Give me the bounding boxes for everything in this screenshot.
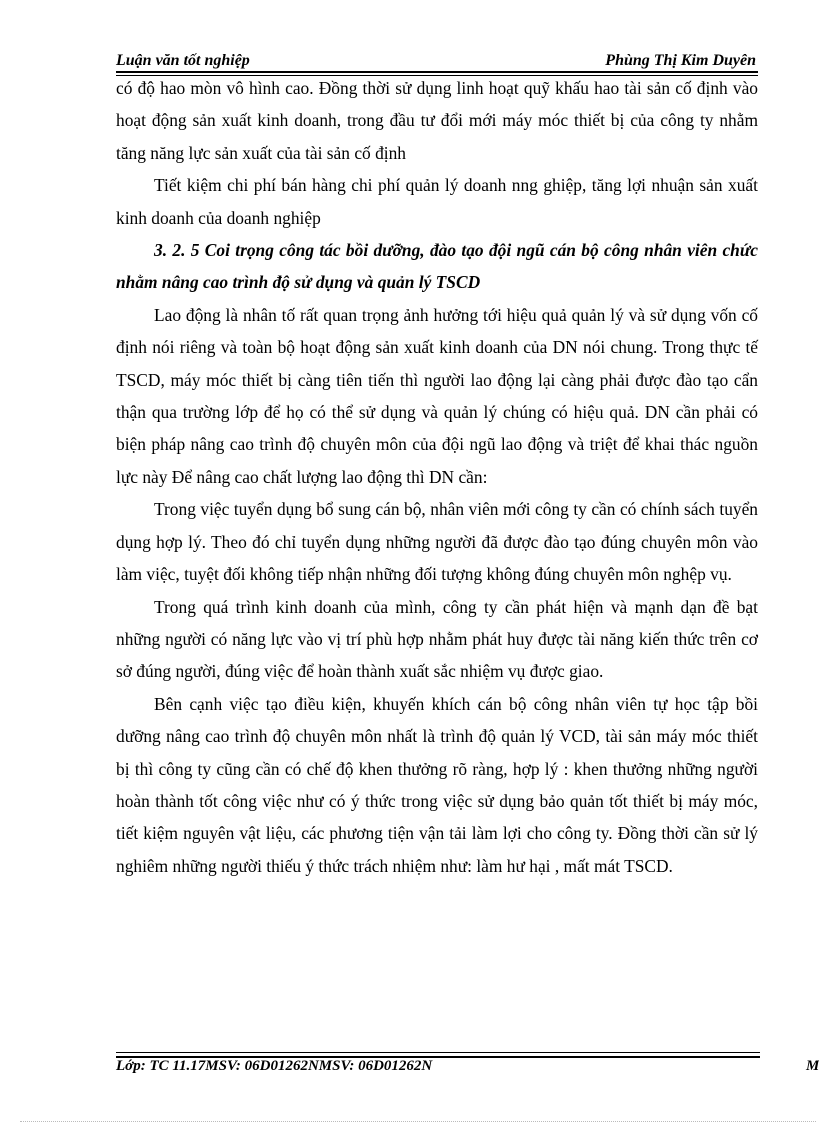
page-header bbox=[116, 48, 756, 70]
footer-rule-thin bbox=[116, 1052, 760, 1053]
section-heading-3-2-5: 3. 2. 5 Coi trọng công tác bồi dưỡng, đào tạo đội ngũ cán bộ công nhân viên chức nhằm nâng cao trình độ sử dụng và quản lý TSCD bbox=[116, 240, 758, 293]
page-bottom-dotted-line bbox=[20, 1121, 816, 1122]
paragraph-labor: Lao động là nhân tố rất quan trọng ảnh hưởng tới hiệu quả quản lý và sử dụng vốn cố định nói riêng và toàn bộ hoạt động sản xuất kinh doanh của DN nói chung. Trong thực tế TSCD, máy móc thiết bị càng tiên tiến thì người lao động lại càng phải được đào tạo cẩn thận qua trường lớp để họ có thể sử dụng và quản lý chúng có hiệu quả. DN cần phải có biện pháp nâng cao trình độ chuyên môn của đội ngũ lao động và triệt để khai thác nguồn lực này Để nâng cao chất lượng lao động thì DN cần: bbox=[116, 304, 758, 487]
document-body bbox=[116, 72, 758, 882]
header-thesis-title: Luận văn tốt nghiệp bbox=[116, 52, 250, 69]
paragraph-recruitment: Trong việc tuyển dụng bổ sung cán bộ, nhân viên mới công ty cần có chính sách tuyển dụng hợp lý. Theo đó chỉ tuyển dụng những người đã được đào tạo đúng chuyên môn vào làm việc, tuyệt đối không tiếp nhận những đối tượng không đúng chuyên môn nghệp vụ. bbox=[116, 499, 758, 585]
page-footer bbox=[116, 1058, 819, 1078]
paragraph-cost-saving: Tiết kiệm chi phí bán hàng chi phí quản lý doanh nng ghiệp, tăng lợi nhuận sản xuất kinh doanh của doanh nghiệp bbox=[116, 175, 758, 228]
paragraph-promotion: Trong quá trình kinh doanh của mình, công ty cần phát hiện và mạnh dạn đề bạt những người có năng lực vào vị trí phù hợp nhằm phát huy được tài năng kiến thức trên cơ sở đúng người, đúng việc để hoàn thành xuất sắc nhiệm vụ được giao. bbox=[116, 596, 758, 682]
header-author-name: Phùng Thị Kim Duyên bbox=[605, 52, 756, 69]
paragraph-continuation: có độ hao mòn vô hình cao. Đồng thời sử dụng linh hoạt quỹ khấu hao tài sản cố định vào hoạt động sản xuất kinh doanh, trong đầu tư đổi mới máy móc thiết bị của công ty nhằm tăng năng lực sản xuất của tài sản cố định bbox=[116, 78, 758, 163]
footer-class-info: Lớp: TC 11.17MSV: 06D01262NMSV: 06D01262N bbox=[116, 1058, 433, 1074]
footer-right-text: M bbox=[806, 1058, 819, 1074]
paragraph-rewards: Bên cạnh việc tạo điều kiện, khuyến khích cán bộ công nhân viên tự học tập bồi dưỡng nâng cao trình độ chuyên môn nhất là trình độ quản lý VCD, tài sản máy móc thiết bị thì công ty cũng cần có chế độ khen thưởng rõ ràng, hợp lý : khen thưởng những người hoàn thành tốt công việc như có ý thức trong việc sử dụng bảo quản tốt thiết bị máy móc, tiết kiệm nguyên vật liệu, các phương tiện vận tải làm lợi cho công ty. Đồng thời cần sử lý nghiêm những người thiếu ý thức trách nhiệm như: làm hư hại , mất mát TSCD. bbox=[116, 693, 758, 876]
